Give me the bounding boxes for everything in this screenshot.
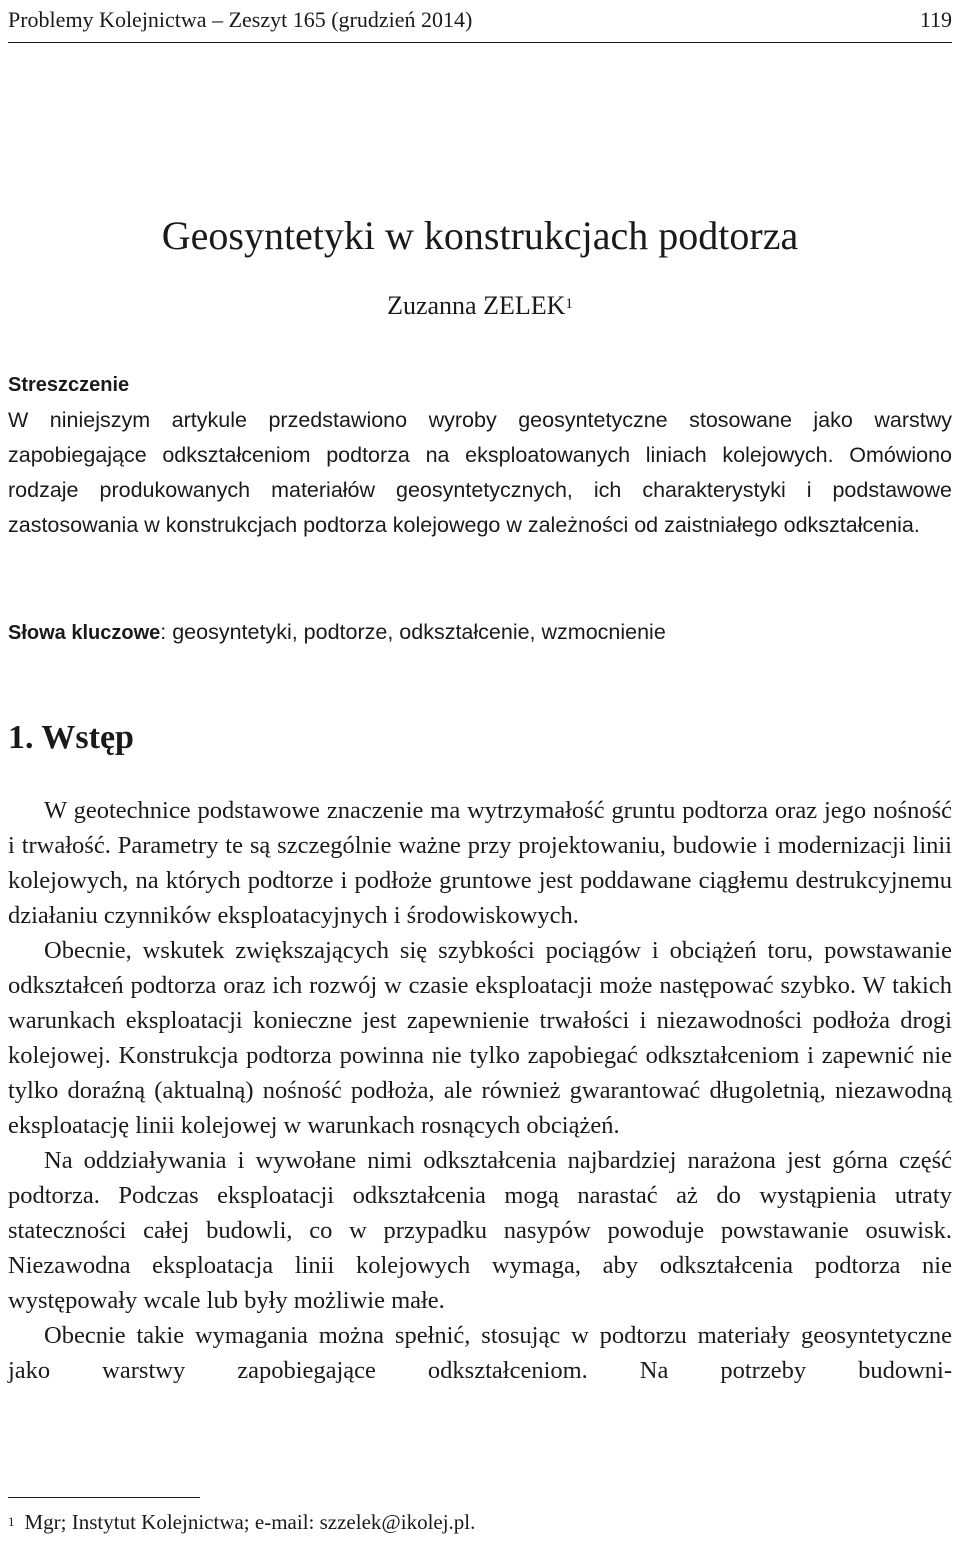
journal-info: Problemy Kolejnictwa – Zeszyt 165 (grudzień 2014) — [8, 7, 473, 32]
body-paragraph: W geotechnice podstawowe znaczenie ma wytrzymałość gruntu podtorza oraz jego nośność i trwałość. Parametry te są szczególnie ważne przy projektowaniu, budowie i modernizacji linii kolejowych, na których podtorze i podłoże gruntowe jest poddawane ciągłemu destrukcyjnemu działaniu czynników eksploatacyjnych i środowiskowych. — [8, 797, 952, 929]
keywords-values: : geosyntetyki, podtorze, odkształcenie, wzmocnienie — [160, 620, 666, 644]
keywords-label: Słowa kluczowe — [8, 622, 161, 644]
body-paragraph: Obecnie, wskutek zwiększających się szybkości pociągów i obciążeń toru, powstawanie odkształceń podtorza oraz ich rozwój w czasie eksploatacji może następować szybko. W takich warunkach eksploatacji konieczne jest zapewnienie trwałości i niezawodności podłoża drogi kolejowej. Konstrukcja podtorza powinna nie tylko zapobiegać odkształceniom i zapewnić nie tylko doraźną (aktualną) nośność podłoża, ale również gwarantować długoletnią, niezawodną eksploatację linii kolejowej w warunkach rosnących obciążeń. — [8, 937, 952, 1139]
abstract-text: W niniejszym artykule przedstawiono wyroby geosyntetyczne stosowane jako warstwy zapobiegające odkształceniom podtorza na eksploatowanych liniach kolejowych. Omówiono rodzaje produkowanych materiałów geosyntetycznych, ich charakterystyki i podstawowe zastosowania w konstrukcjach podtorza kolejowego w zależności od zaistniałego odkształcenia. — [8, 408, 952, 537]
article-title: Geosyntetyki w konstrukcjach podtorza — [161, 213, 799, 258]
abstract-heading: Streszczenie — [8, 374, 130, 396]
section-heading: 1. Wstęp — [8, 719, 134, 756]
keywords — [8, 616, 952, 649]
author-footnote-mark: 1 — [565, 296, 573, 312]
body-paragraph: Obecnie takie wymagania można spełnić, stosując w podtorzu materiały geosyntetyczne jako warstwy zapobiegające odkształceniom. Na potrzeby budowni- — [8, 1322, 952, 1384]
footnote-mark: 1 — [8, 1514, 15, 1529]
page-number: 119 — [919, 7, 952, 32]
author-line — [0, 290, 960, 322]
section-body — [8, 793, 952, 1388]
footnote — [8, 1508, 952, 1536]
footnote-rule — [8, 1497, 200, 1498]
footnote-text: Mgr; Instytut Kolejnictwa; e-mail: szzelek@ikolej.pl. — [24, 1510, 476, 1534]
author-name: Zuzanna ZELEK — [387, 291, 566, 320]
running-header — [8, 4, 952, 36]
body-paragraph: Na oddziaływania i wywołane nimi odkształcenia najbardziej narażona jest górna część podtorza. Podczas eksploatacji odkształcenia mogą narastać aż do wystąpienia utraty stateczności całej budowli, co w przypadku nasypów powoduje powstawanie osuwisk. Niezawodna eksploatacja linii kolejowych wymaga, aby odkształcenia podtorza nie występowały wcale lub były możliwie małe. — [8, 1147, 952, 1314]
header-rule — [8, 42, 952, 43]
abstract — [8, 370, 952, 543]
